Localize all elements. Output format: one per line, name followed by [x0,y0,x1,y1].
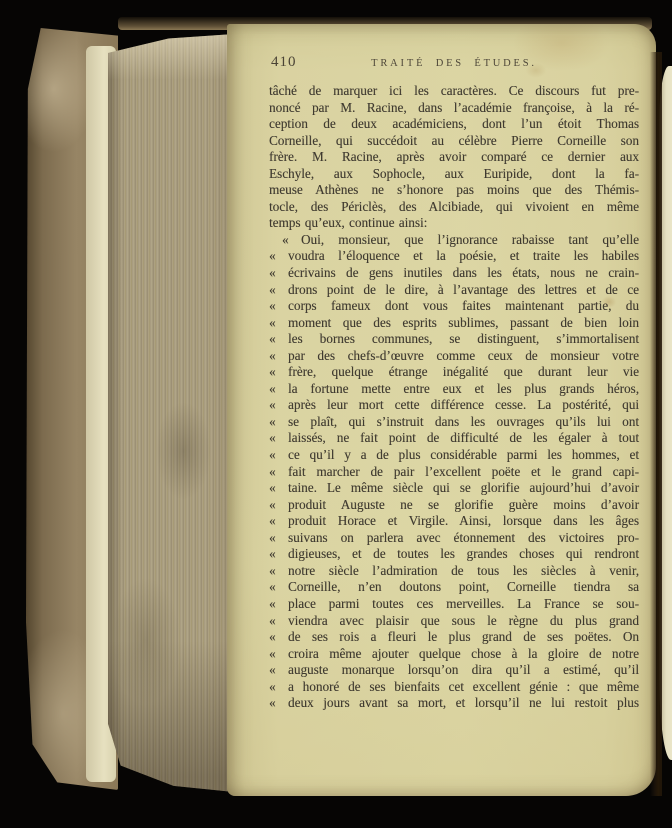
text-line [269,381,639,398]
line-text: Eschyle, aux Sophocle, aux Euripide, dont la fa- [269,165,639,181]
line-text: deux jours avant sa mort, et lorsqu’il ne lui restoit plus [288,695,639,711]
text-line [269,679,639,696]
text-line [269,232,639,249]
quote-guillemet: « [269,595,276,611]
text-line [269,397,639,414]
text-line [269,530,639,547]
line-text: produit Auguste ne se glorifie guère moins d’avoir [288,496,639,512]
quote-guillemet: « [269,298,276,314]
line-text: corps fameux dont vous faites maintenant partie, du [288,298,639,314]
text-line [269,579,639,596]
quote-guillemet: « [269,314,276,330]
line-text: a honoré de ses bienfaits cet excellent génie : que même [288,678,639,694]
line-text: voudra l’éloquence et la poésie, et traite les habiles [288,248,639,264]
line-text: Oui, monsieur, que l’ignorance rabaisse tant qu’elle [301,231,639,247]
text-line [269,596,639,613]
gutter-crease [650,52,662,796]
line-text: par des chefs-d’œuvre comme ceux de monsieur votre [288,347,639,363]
quote-guillemet: « [269,529,276,545]
quote-guillemet: « [269,463,276,479]
text-line [269,430,639,447]
text-line [269,298,639,315]
text-line [269,248,639,265]
quote-guillemet: « [269,629,276,645]
text-line [269,199,639,216]
text-line [269,315,639,332]
text-line [269,563,639,580]
quote-guillemet: « [269,695,276,711]
line-text: place parmi toutes ces merveilles. La France se sou- [288,595,639,611]
text-line [269,133,639,150]
line-text: ce qu’il y a de plus considérable parmi les hommes, et [288,447,639,463]
text-line [269,364,639,381]
quote-guillemet: « [269,662,276,678]
line-text: notre siècle l’admiration de tous les siècles à venir, [288,562,639,578]
line-text: frère, quelque étrange inégalité que durant leur vie [288,364,639,380]
quote-guillemet: « [269,265,276,281]
line-text: se plaît, qui s’instruit dans les ouvrages qu’ils lui ont [288,413,639,429]
line-text: laissés, ne fait point de difficulté de les égaler à tout [288,430,639,446]
text-line [269,282,639,299]
line-text: produit Horace et Virgile. Ainsi, lorsque dans les âges [288,513,639,529]
text-line [269,695,639,712]
quote-guillemet: « [269,579,276,595]
text-line [269,447,639,464]
text-line [269,149,639,166]
quote-guillemet: « [269,678,276,694]
text-line [269,497,639,514]
line-text: noncé par M. Racine, dans l’académie françoise, à la ré- [269,99,639,115]
line-text: ception de deux académiciens, dont l’un étoit Thomas [269,116,639,132]
quote-guillemet: « [269,248,276,264]
line-text: de ses rois a fleuri le plus grand de ses poëtes. On [288,629,639,645]
quote-guillemet: « [269,397,276,413]
line-text: temps qu’eux, continue ainsi: [269,215,428,231]
line-text: frère. M. Racine, après avoir comparé ce dernier aux [269,149,639,165]
quote-guillemet: « [269,364,276,380]
text-line [269,613,639,630]
quote-guillemet: « [269,546,276,562]
line-text: tocle, des Périclès, des Alcibiade, qui vivoient en même [269,198,639,214]
text-line [269,265,639,282]
line-text: Corneille, n’en doutons point, Corneille tiendra sa [288,579,639,595]
page-number: 410 [271,54,297,70]
text-line [269,646,639,663]
text-line [269,331,639,348]
quote-guillemet: « [269,513,276,529]
quote-guillemet: « [269,413,276,429]
page-stack-fore-edge [108,34,234,792]
text-line [269,662,639,679]
line-text: viendra avec plaisir que sous le règne du plus grand [288,612,639,628]
quote-guillemet: « [269,331,276,347]
quote-guillemet: « [282,231,289,247]
page-header [269,54,639,76]
line-text: tâché de marquer ici les caractères. Ce discours fut pre- [269,83,639,98]
book-page [227,24,656,796]
page-text [269,83,639,712]
quote-guillemet: « [269,480,276,496]
line-text: fait marcher de pair l’excellent poëte et le grand capi- [288,463,639,479]
quote-guillemet: « [269,612,276,628]
line-text: digieuses, et de toutes les grandes choses qui rendront [288,546,639,562]
line-text: suivans on parlera avec étonnement des victoires pro- [288,529,639,545]
line-text: écrivains de gens inutiles dans les états, nous ne crain- [288,265,639,281]
line-text: taine. Le même siècle qui se glorifie aujourd’hui d’avoir [288,480,639,496]
line-text: drons point de le dire, à l’avantage des lettres et de ce [288,281,639,297]
text-line [269,83,639,100]
text-line [269,480,639,497]
line-text: après leur mort cette différence cesse. La postérité, qui [288,397,639,413]
running-title: TRAITÉ DES ÉTUDES. [371,57,537,69]
line-text: la fortune mette entre eux et les plus grands héros, [288,380,639,396]
text-line [269,513,639,530]
text-line [269,100,639,117]
text-line [269,629,639,646]
text-line [269,166,639,183]
quote-guillemet: « [269,447,276,463]
quote-guillemet: « [269,347,276,363]
text-line [269,116,639,133]
quote-guillemet: « [269,562,276,578]
line-text: meuse Athènes ne s’honore pas moins que des Thémis- [269,182,639,198]
text-line [269,182,639,199]
line-text: moment que des esprits sublimes, passant de bien loin [288,314,639,330]
quote-guillemet: « [269,380,276,396]
line-text: les bornes communes, se distinguent, s’immortalisent [288,331,639,347]
quote-guillemet: « [269,496,276,512]
text-line [269,414,639,431]
line-text: Corneille, qui succédoit au célèbre Pierre Corneille son [269,132,639,148]
line-text: auguste monarque lorsqu’on dira qu’il a estimé, qu’il [288,662,639,678]
line-text: croira même ajouter quelque chose à la gloire de notre [288,645,639,661]
text-line [269,348,639,365]
text-line [269,546,639,563]
quote-guillemet: « [269,645,276,661]
text-line [269,464,639,481]
quote-guillemet: « [269,281,276,297]
quote-guillemet: « [269,430,276,446]
text-line [269,215,639,232]
